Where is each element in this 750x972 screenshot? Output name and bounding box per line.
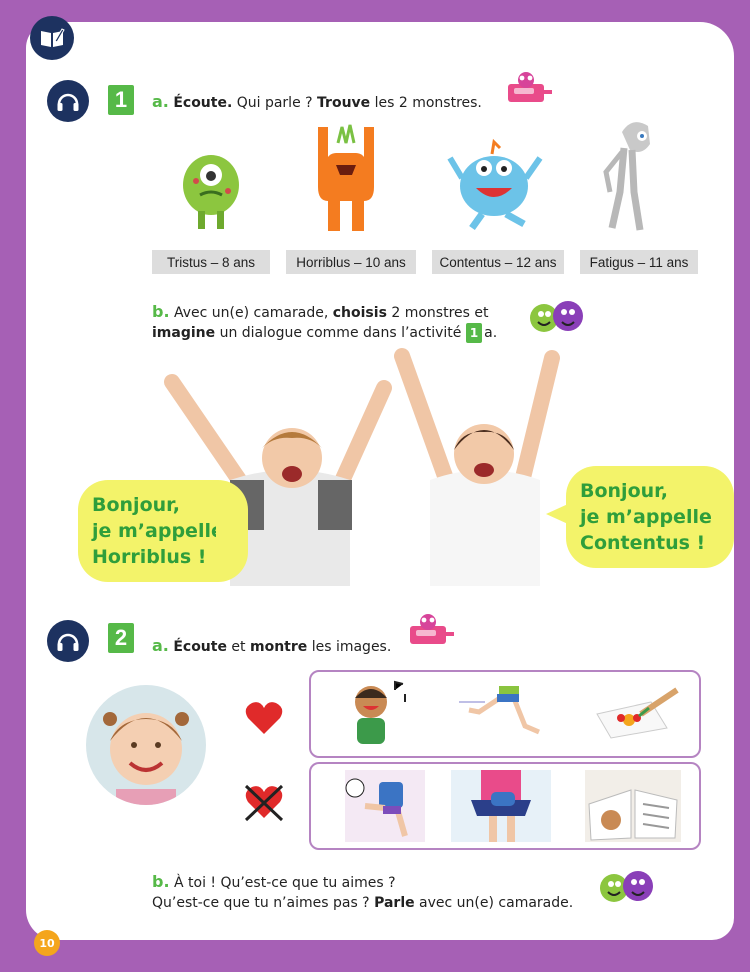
caption-contentus: Contentus – 12 ans	[432, 250, 564, 274]
headphones-icon[interactable]	[47, 80, 89, 122]
instruction-1b: b. Avec un(e) camarade, choisis 2 monstres et imagine un dialogue comme dans l’activité 1 a.	[152, 302, 498, 341]
caption-tristus: Tristus – 8 ans	[152, 250, 270, 274]
page-number: 10	[34, 930, 60, 956]
crossed-heart-icon	[242, 782, 286, 826]
instruction-2b: b. À toi ! Qu’est-ce que tu aimes ? Qu’est-ce que tu n’aimes pas ? Parle avec un(e) camarade.	[152, 872, 574, 911]
two-monsters-icon	[596, 862, 658, 910]
bubble-tail-left	[216, 520, 238, 540]
dislikes-panel	[309, 762, 701, 850]
monster-tristus-image	[178, 145, 244, 239]
speech-bubble-horriblus: Bonjour, je m’appelle Horriblus !	[78, 480, 248, 582]
book-pencil-icon	[30, 16, 74, 60]
running-legs-image[interactable]	[459, 682, 549, 750]
monster-horriblus-image	[310, 117, 382, 241]
two-monsters-icon	[526, 292, 588, 340]
reading-book-image[interactable]	[585, 770, 681, 842]
instruction-2a: a. Écoute et montre les images.	[152, 636, 392, 655]
football-player-image[interactable]	[345, 770, 425, 842]
bubble-tail-right	[546, 504, 568, 524]
activity-ref-tag: 1	[466, 323, 482, 343]
drawing-flower-image[interactable]	[591, 684, 687, 744]
monster-contentus-image	[444, 128, 548, 236]
speech-bubble-contentus: Bonjour, je m’appelle Contentus !	[566, 466, 734, 568]
girl-portrait	[86, 685, 206, 805]
boy-singing-image[interactable]	[335, 678, 415, 754]
activity-number-2: 2	[108, 623, 134, 653]
monster-fatigus-image	[592, 112, 672, 240]
likes-panel	[309, 670, 701, 758]
cd-player-icon	[506, 70, 554, 110]
headphones-icon[interactable]	[47, 620, 89, 662]
girl-videogame-image[interactable]	[451, 770, 551, 842]
caption-fatigus: Fatigus – 11 ans	[580, 250, 698, 274]
instruction-1a: a. Écoute. Qui parle ? Trouve les 2 monstres.	[152, 92, 482, 111]
cd-player-icon	[408, 612, 456, 652]
caption-horriblus: Horriblus – 10 ans	[286, 250, 416, 274]
activity-number-1: 1	[108, 85, 134, 115]
heart-icon	[244, 700, 284, 740]
